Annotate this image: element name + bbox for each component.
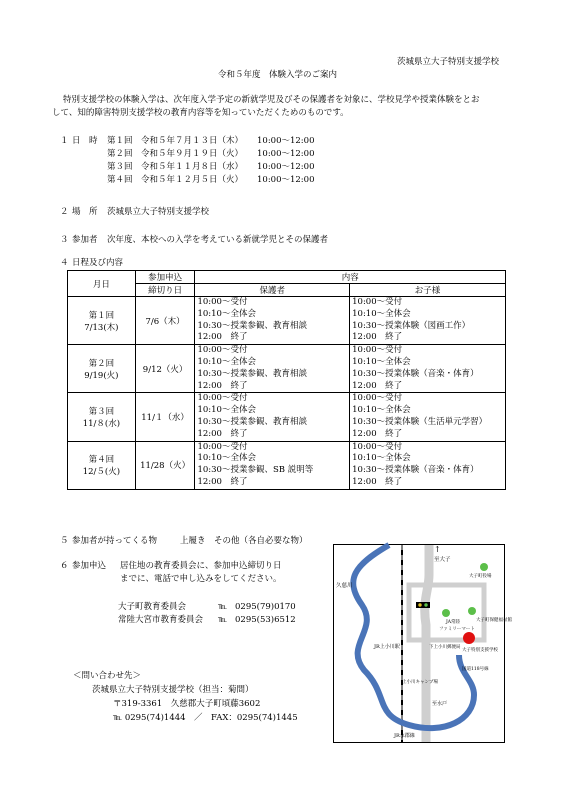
arrow-up-icon: ↑ [434,545,441,554]
row-date: 9/19(火) [84,370,119,381]
child-line: 10:30～授業体験（音楽・体育） [352,368,479,379]
child-line: 10:10～全体会 [352,308,411,319]
green-marker-icon [442,609,450,617]
section-num-5: ５ [60,536,69,546]
row-date-cell [68,345,136,393]
map-label-ja: JA常陸 [446,620,461,625]
parent-line: 10:00～受付 [197,297,248,307]
child-line: 10:00～受付 [352,345,403,356]
participants-value: 次年度、本校への入学を考えている新就学児とその保護者 [107,235,329,245]
access-map-svg [334,545,512,742]
section-label-place: 場 所 [72,207,98,217]
child-line: 10:30～授業体験（図画工作） [352,320,471,331]
intro-line-1: 特別支援学校の体験入学は、次年度入学予定の新就学児及びその保護者を対象に、学校見学や授業体験をとお [63,95,480,105]
river [353,545,474,728]
row-date: 12/５(火) [82,467,121,478]
date-time: 10:00～12:00 [257,149,315,159]
board-name: 大子町教育委員会 [118,602,187,612]
board-tel-label: ℡ [218,602,228,612]
section-num-3: ３ [60,235,69,245]
section-num-2: ２ [60,207,69,217]
board-name: 常陸大宮市教育委員会 [118,615,204,625]
row-child [350,393,506,441]
child-line: 10:10～全体会 [352,453,411,464]
row-parent [195,441,350,489]
parent-line: 12:00 終了 [197,332,248,343]
map-label-family-mart: ファミリーマート [439,627,475,632]
header-deadline-1: 参加申込 [135,271,195,284]
table-row [68,345,506,393]
apply-line-2: までに、電話で申し込みをしてください。 [120,574,282,584]
date-round: 第２回 [107,149,133,159]
contact-heading: ＜問い合わせ先＞ [73,671,142,681]
map-label-kaikan: 大子町保健福祉館 [476,618,512,623]
contact-address: 〒319-3361 久慈郡大子町頃藤3602 [113,699,261,709]
access-map [333,544,512,743]
header-date: 月日 [68,271,136,297]
green-marker-icon [468,607,476,615]
row-date-cell [68,297,136,345]
contact-school: 茨城県立大子特別支援学校（担当：菊間） [92,685,254,695]
parent-line: 10:10～全体会 [197,308,256,319]
parent-line: 10:10～全体会 [197,405,256,416]
section-num-4: ４ [60,258,69,268]
date-time: 10:00～12:00 [257,136,315,146]
map-label-camp: 上小川キャンプ場 [402,680,438,685]
child-line: 12:00 終了 [352,380,403,391]
map-label-town-office: 大子町役場 [469,574,492,579]
row-round: 第２回 [88,358,115,369]
row-round: 第３回 [88,406,115,417]
map-label-kujigawa: 久慈川 [336,583,353,589]
child-line: 12:00 終了 [352,428,403,439]
parent-line: 10:00～受付 [197,393,248,404]
map-label-to-mito: 至水戸 [432,701,448,707]
row-parent [195,345,350,393]
place-value: 茨城県立大子特別支援学校 [107,207,210,217]
date-round: 第３回 [107,162,133,172]
row-deadline: 7/6（木） [135,297,195,345]
parent-line: 10:30～授業参観、教育相談 [197,320,307,331]
intro-line-2: して、知的障害特別支援学校の教育内容等を知っていただくためのものです。 [52,108,349,118]
row-parent [195,297,350,345]
map-label-route118: 国道118号線 [462,667,489,672]
child-line: 10:10～全体会 [352,405,411,416]
board-tel-label: ℡ [218,615,228,625]
row-parent [195,393,350,441]
apply-line-1: 居住地の教育委員会に、参加申込締切り日 [120,561,282,571]
map-label-suigun: JR水郡線 [394,733,415,739]
table-row [68,441,506,489]
traffic-light-icon [416,602,430,608]
date-time: 10:00～12:00 [257,162,315,172]
parent-line: 10:00～受付 [197,441,248,452]
row-date: 7/13(木) [84,322,119,333]
child-line: 10:00～受付 [352,393,403,404]
row-round: 第１回 [88,310,115,321]
map-label-to-daigo: 至大子 [434,557,451,563]
map-label-post-office: 下上小川郵便局 [429,645,461,650]
parent-line: 10:30～授業参観、教育相談 [197,368,307,379]
table-row [68,297,506,345]
child-line: 10:00～受付 [352,297,403,307]
section-label-participants: 参加者 [72,235,98,245]
page-title: 令和５年度 体験入学のご案内 [218,70,338,80]
child-line: 10:10～全体会 [352,356,411,367]
date-value: 令和５年１１月８日（水） [141,162,244,172]
section-label-dates: 日 時 [72,136,98,146]
date-time: 10:00～12:00 [257,175,315,185]
row-child [350,345,506,393]
main-road [425,545,429,742]
row-deadline: 9/12（火） [135,345,195,393]
parent-line: 12:00 終了 [197,380,248,391]
green-marker-icon [480,563,488,571]
child-line: 12:00 終了 [352,332,403,343]
schedule-table [67,270,506,490]
section-num-6: ６ [60,561,69,571]
date-round: 第１回 [107,136,133,146]
board-tel: 0295(53)6512 [235,615,296,625]
row-child [350,441,506,489]
child-line: 10:30～授業体験（生活単元学習） [352,416,488,427]
section-label-bring: 参加者が持ってくる物 [72,536,158,546]
header-content: 内容 [195,271,506,284]
child-line: 10:30～授業体験（音楽・体育） [352,465,479,476]
school-name-header: 茨城県立大子特別支援学校 [397,57,500,67]
date-round: 第４回 [107,175,133,185]
section-num-1: １ [60,136,69,146]
row-child [350,297,506,345]
row-round: 第４回 [88,455,115,466]
parent-line: 10:00～受付 [197,345,248,356]
board-tel: 0295(79)0170 [235,602,296,612]
map-label-school: 大子特別支援学校 [462,648,498,653]
bring-value: 上履き その他（各自必要な物） [180,536,308,546]
section-label-schedule: 日程及び内容 [72,258,124,268]
header-child: お子様 [350,284,506,297]
date-value: 令和５年７月１３日（木） [141,136,244,146]
header-deadline-2: 締切り日 [135,284,195,297]
date-value: 令和５年９月１９日（火） [141,149,244,159]
contact-tel: ℡ 0295(74)1444 ／ FAX：0295(74)1445 [113,713,298,723]
row-deadline: 11/28（火） [135,441,195,489]
parent-line: 10:30～授業参観、SB 説明等 [197,465,314,476]
date-value: 令和５年１２月５日（火） [141,175,244,185]
row-deadline: 11/１（水） [135,393,195,441]
parent-line: 12:00 終了 [197,476,248,487]
section-label-apply: 参加申込 [72,561,107,571]
parent-line: 10:30～授業参観、教育相談 [197,416,307,427]
header-parent: 保護者 [195,284,350,297]
row-date-cell [68,393,136,441]
parent-line: 10:10～全体会 [197,356,256,367]
table-row [68,393,506,441]
parent-line: 10:10～全体会 [197,453,256,464]
parent-line: 12:00 終了 [197,428,248,439]
row-date-cell [68,441,136,489]
child-line: 10:00～受付 [352,441,403,452]
map-label-station: JR上小川駅 [374,644,400,650]
school-location-marker-icon [463,632,475,644]
child-line: 12:00 終了 [352,476,403,487]
row-date: 11/８(水) [82,418,121,429]
